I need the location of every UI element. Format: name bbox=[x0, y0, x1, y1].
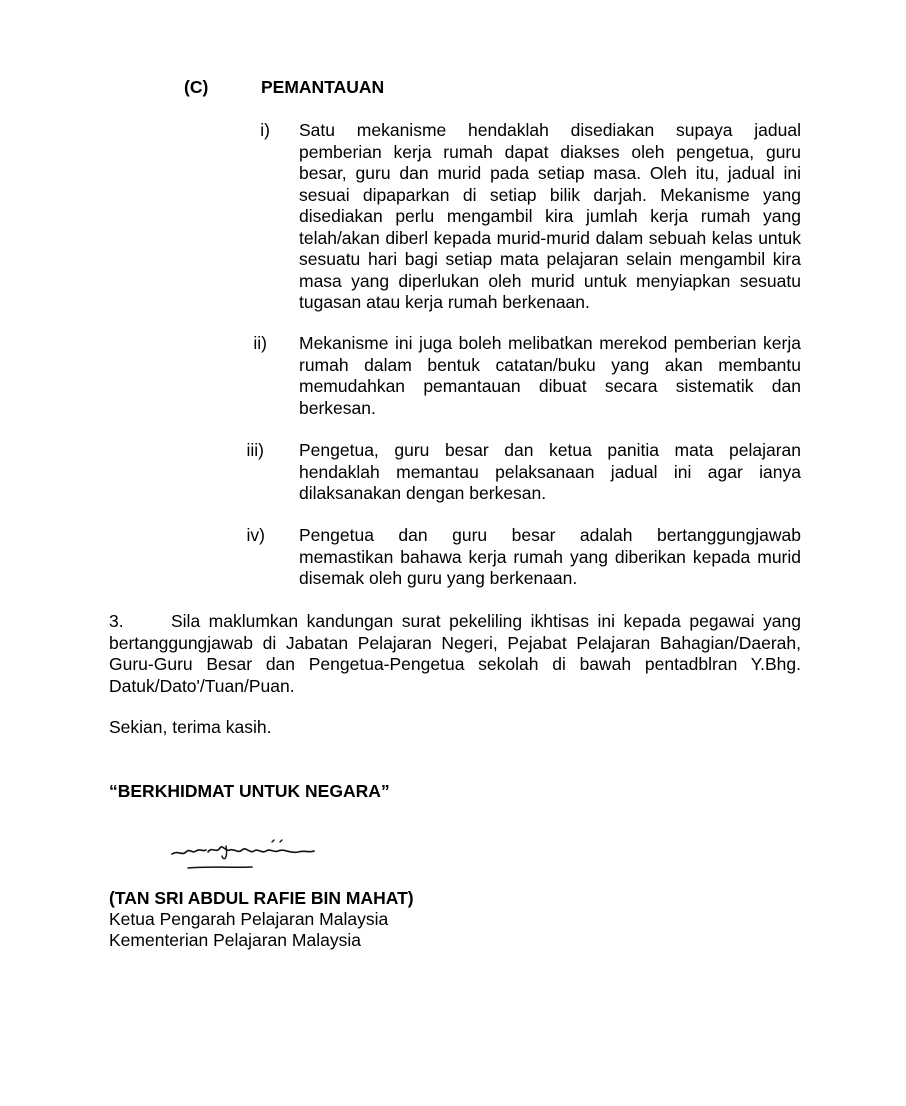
paragraph-3 bbox=[109, 611, 801, 697]
signatory-department: Kementerian Pelajaran Malaysia bbox=[109, 930, 361, 950]
item-text: Pengetua, guru besar dan ketua panitia mata pelajaran hendaklah memantau pelaksanaan jadual ini agar ianya dilaksanakan dengan berkesan. bbox=[299, 440, 801, 503]
item-text: Mekanisme ini juga boleh melibatkan merekod pemberian kerja rumah dalam bentuk catatan/buku yang akan membantu memudahkan pemantauan dibuat secara sistematik dan berkesan. bbox=[299, 333, 801, 418]
section-heading: PEMANTAUAN bbox=[261, 77, 385, 97]
signatory-title: Ketua Pengarah Pelajaran Malaysia bbox=[109, 909, 389, 929]
item-number: i) bbox=[260, 120, 270, 140]
section-label: (C) bbox=[184, 77, 209, 97]
item-text: Pengetua dan guru besar adalah bertanggungjawab memastikan bahawa kerja rumah yang diberikan kepada murid disemak oleh guru yang berkenaan. bbox=[299, 525, 801, 588]
closing-text: Sekian, terima kasih. bbox=[109, 717, 272, 737]
paragraph-text: Sila maklumkan kandungan surat pekeliling ikhtisas ini kepada pegawai yang bertanggungjawab di Jabatan Pelajaran Negeri, Pejabat Pelajaran Bahagian/Daerah, Guru-Guru Besar dan Pengetua-Pengetua sekolah di bawah pentadblran Y.Bhg. Datuk/Dato'/Tuan/Puan. bbox=[109, 611, 801, 696]
item-text: Satu mekanisme hendaklah disediakan supaya jadual pemberian kerja rumah dapat diakses oleh pengetua, guru besar, guru dan murid pada setiap masa. Oleh itu, jadual ini sesuai dipaparkan di setiap bilik darjah. Mekanisme yang disediakan perlu mengambil kira jumlah kerja rumah yang telah/akan diberl kepada murid-murid dalam sebuah kelas untuk sesuatu hari bagi setiap mata pelajaran selain mengambil kira masa yang diperlukan oleh murid untuk menyiapkan sesuatu tugasan atau kerja rumah berkenaan. bbox=[299, 120, 801, 312]
signature-icon bbox=[168, 832, 318, 878]
paragraph-number: 3. bbox=[109, 611, 124, 631]
item-number: iii) bbox=[246, 440, 264, 460]
motto: “BERKHIDMAT UNTUK NEGARA” bbox=[109, 781, 390, 801]
signatory-name: (TAN SRI ABDUL RAFIE BIN MAHAT) bbox=[109, 888, 414, 908]
item-number: ii) bbox=[253, 333, 267, 353]
item-number: iv) bbox=[246, 525, 265, 545]
